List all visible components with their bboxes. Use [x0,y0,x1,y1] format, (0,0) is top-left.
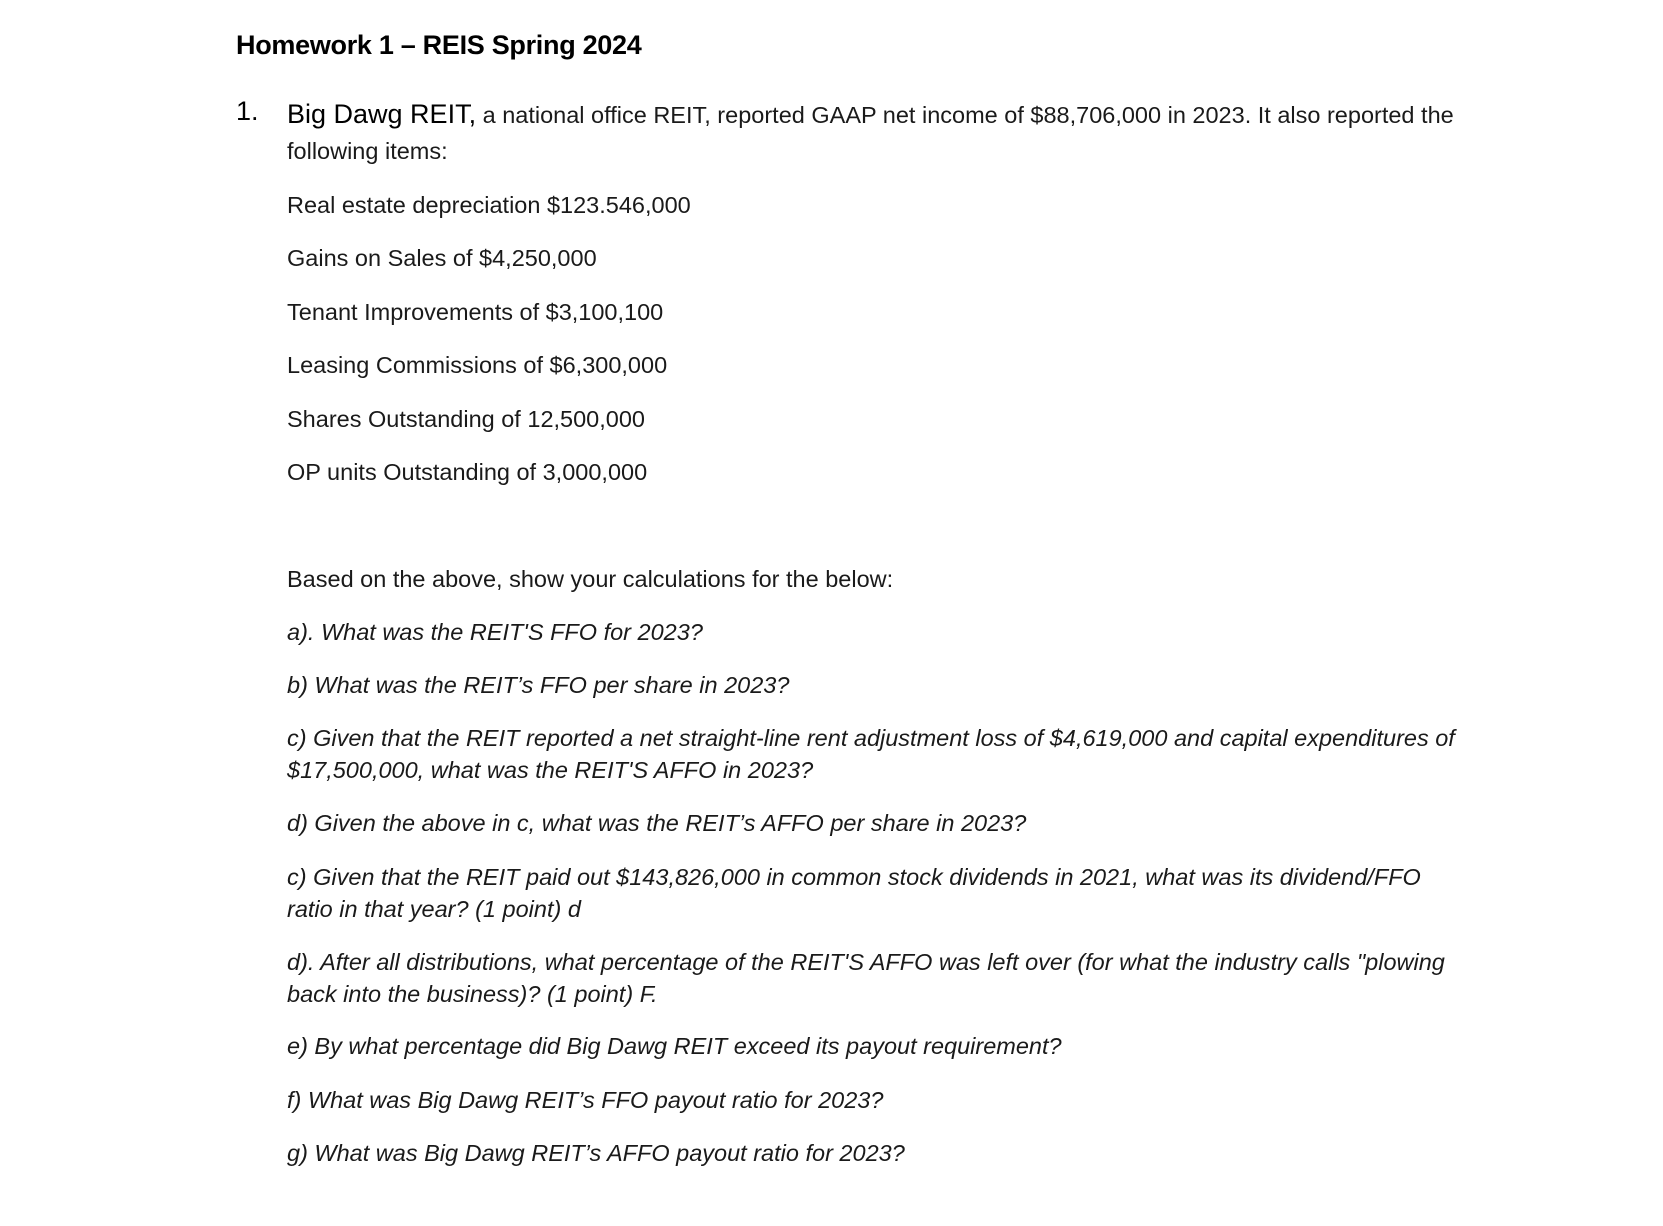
question-part-a: a). What was the REIT'S FFO for 2023? [287,619,703,645]
question-number: 1. [236,96,259,126]
question-part-c-dividends: c) Given that the REIT paid out $143,826,000 in common stock dividends in 2021, what was its dividend/FFO ratio in that year? (1 point) d [287,864,1421,922]
item-gains-on-sales: Gains on Sales of $4,250,000 [287,245,597,271]
calculation-prompt: Based on the above, show your calculations for the below: [287,566,894,592]
question-part-f: f) What was Big Dawg REIT’s FFO payout ratio for 2023? [287,1087,884,1113]
question-part-d: d) Given the above in c, what was the REIT’s AFFO per share in 2023? [287,810,1027,836]
question-part-b: b) What was the REIT’s FFO per share in 2023? [287,672,790,698]
item-op-units-outstanding: OP units Outstanding of 3,000,000 [287,459,648,485]
item-real-estate-depreciation: Real estate depreciation $123.546,000 [287,192,691,218]
company-name: Big Dawg REIT, [287,99,477,129]
question-intro [287,96,1487,169]
question-part-g: g) What was Big Dawg REIT’s AFFO payout ratio for 2023? [287,1140,905,1166]
item-tenant-improvements: Tenant Improvements of $3,100,100 [287,299,664,325]
item-shares-outstanding: Shares Outstanding of 12,500,000 [287,406,645,432]
question-part-d-plowback: d). After all distributions, what percentage of the REIT'S AFFO was left over (for what the industry calls "plowing back into the business)? (1 point) F. [287,949,1445,1007]
page-title: Homework 1 – REIS Spring 2024 [236,30,642,60]
question-part-e: e) By what percentage did Big Dawg REIT exceed its payout requirement? [287,1033,1062,1059]
question-part-c: c) Given that the REIT reported a net straight-line rent adjustment loss of $4,619,000 and capital expenditures of $17,500,000, what was the REIT'S AFFO in 2023? [287,725,1455,783]
question-intro-text: a national office REIT, reported GAAP net income of $88,706,000 in 2023. It also reported the following items: [287,102,1454,164]
item-leasing-commissions: Leasing Commissions of $6,300,000 [287,352,668,378]
